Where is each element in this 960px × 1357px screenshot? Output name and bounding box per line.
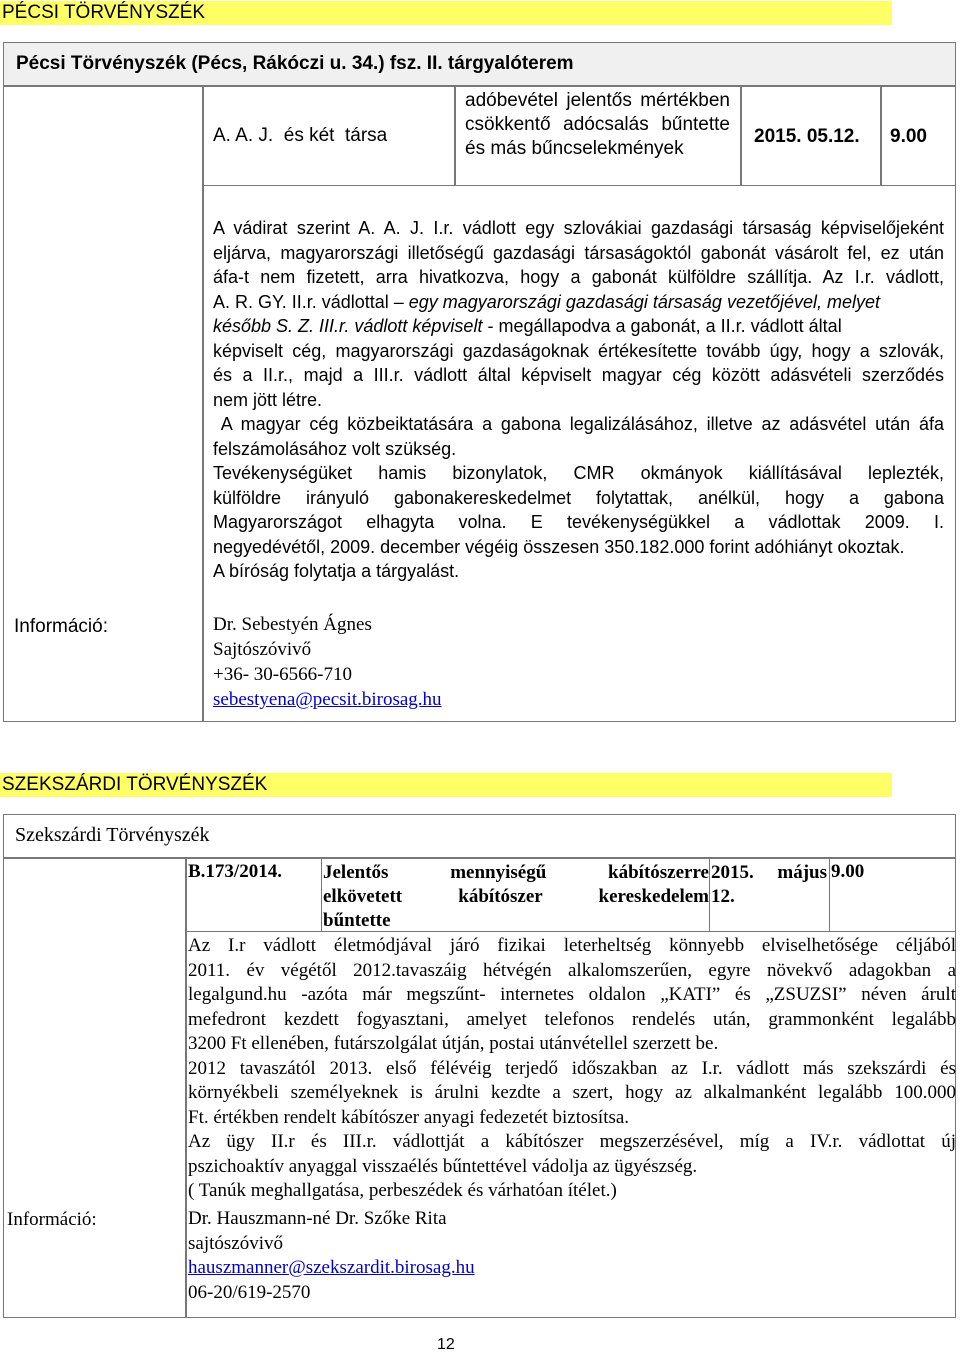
pecs-body-line: A vádirat szerint A. A. J. I.r. vádlott egy szlovákiai gazdasági társaság képviselőjeként <box>213 218 944 238</box>
szekszard-body-line: 2012 tavaszától 2013. első félévéig terjedő időszakban az I.r. vádlott más szekszárdi és <box>188 1057 956 1079</box>
pecs-body-line: A bíróság folytatja a tárgyalást. <box>213 561 460 581</box>
pecs-defendant-cell <box>203 86 455 186</box>
pecs-body-line: és a II.r., majd a III.r. vádlott által képviselt magyar cég között adásvételi szerződés <box>213 365 944 385</box>
szekszard-body-line: 3200 Ft ellenében, futárszolgálat útján, postai utánvétellel szerzett be. <box>188 1033 719 1054</box>
pecs-contact-name: Dr. Sebestyén Ágnes <box>213 614 372 635</box>
szekszard-charge-line: Jelentős mennyiségű kábítószerre <box>323 862 709 883</box>
pecs-date: 2015. 05.12. <box>754 126 860 147</box>
szekszard-charge-line: elkövetett kábítószer kereskedelem <box>323 886 709 907</box>
szekszard-col-divider <box>321 858 322 931</box>
szekszard-case-number: B.173/2014. <box>188 861 282 882</box>
szekszard-contact-role: sajtószóvivő <box>188 1232 283 1254</box>
szekszard-body-line: Ft. értékben rendelt kábítószer anyagi fedezetét biztosítsa. <box>188 1106 630 1128</box>
pecs-body-line: külföldre irányuló gabonakereskedelmet folytattak, anélkül, hogy a gabona <box>213 487 944 508</box>
pecs-contact-role: Sajtószóvivő <box>213 639 312 660</box>
pecs-time-cell <box>881 86 956 186</box>
pecs-left-column <box>3 86 203 722</box>
pecs-time: 9.00 <box>890 126 927 147</box>
szekszard-col-divider <box>829 858 830 931</box>
szekszard-body-line: pszichoaktív anyaggal visszaélés bűntettével vádolja az ügyészség. <box>188 1155 698 1177</box>
pecs-body-line: képviselt cég, magyarországi gazdaságoknak értékesítette tovább úgy, hogy a szlovák, <box>213 340 944 361</box>
szekszard-body-line: mefedront kezdett fogyasztani, amelyet telefonos rendelés után, grammonként legalább <box>188 1008 956 1030</box>
pecs-info-label: Információ: <box>14 616 108 637</box>
pecs-date-cell <box>741 86 881 186</box>
szekszard-date-line: 2015. május <box>711 862 827 883</box>
pecs-body-italic: egy magyarországi gazdasági társaság vezetőjével, melyet <box>408 291 881 312</box>
szekszard-row-divider <box>186 931 956 932</box>
pecs-body-line: eljárva, magyarországi illetőségű gazdasági társaságoktól gabonát vásárolt fel, ez után <box>213 242 944 263</box>
szekszard-contact-email-link[interactable]: hauszmanner@szekszardit.birosag.hu <box>188 1257 475 1278</box>
szekszard-body-line: Az I.r vádlott életmódjával járó fizikai leterheltség könnyebb elviselhetősége céljából <box>188 935 956 956</box>
szekszard-contact-name: Dr. Hauszmann-né Dr. Szőke Rita <box>188 1208 447 1229</box>
szekszard-date-line: 12. <box>711 886 735 907</box>
pecs-body-line: Magyarországot elhagyta volna. E tevékenységükkel a vádlottak 2009. I. <box>213 512 944 532</box>
szekszard-date <box>711 861 827 909</box>
szekszard-col-divider <box>709 858 710 931</box>
szekszard-contact <box>188 1207 475 1305</box>
szekszard-venue-row <box>3 814 956 858</box>
pecs-body-line: felszámolásához volt szükség. <box>213 438 457 459</box>
szekszard-description <box>188 934 956 1204</box>
pecs-banner: PÉCSI TÖRVÉNYSZÉK <box>0 1 892 25</box>
pecs-venue-row <box>3 42 956 86</box>
pecs-contact-email-link[interactable]: sebestyena@pecsit.birosag.hu <box>213 689 442 710</box>
szekszard-venue: Szekszárdi Törvényszék <box>15 824 210 846</box>
pecs-venue: Pécsi Törvényszék (Pécs, Rákóczi u. 34.) fsz. II. tárgyalóterem <box>16 53 574 74</box>
pecs-body-text: A. R. GY. II.r. vádlottal <box>213 291 389 312</box>
szekszard-charge <box>323 861 709 933</box>
szekszard-contact-phone: 06-20/619-2570 <box>188 1281 311 1303</box>
szekszard-body-line: 2011. év végétől 2012.tavaszáig hétvégén alkalomszerűen, egyre növekvő adagokban a <box>188 959 956 981</box>
szekszard-body-line: ( Tanúk meghallgatása, perbeszédek és várhatóan ítélet.) <box>188 1180 617 1201</box>
page-number: 12 <box>437 1336 455 1353</box>
szekszard-charge-line: bűntette <box>323 910 391 931</box>
pecs-defendant: A. A. J. és két társa <box>213 125 388 146</box>
pecs-body-line: nem jött létre. <box>213 389 323 410</box>
pecs-body-line: áfa-t nem fizetett, arra hivatkozva, hogy a gabonát külföldre szállítja. Az I.r. vádlott, <box>213 267 944 287</box>
pecs-contact <box>213 612 442 712</box>
pecs-contact-phone: +36- 30-6566-710 <box>213 664 352 685</box>
pecs-description <box>213 216 944 584</box>
pecs-body-line <box>213 314 944 339</box>
pecs-body-text: - megállapodva a gabonát, a II.r. vádlott által <box>487 316 842 336</box>
szekszard-info-label: Információ: <box>7 1209 97 1230</box>
pecs-charge-cell <box>455 86 741 186</box>
szekszard-body-line: Az ügy II.r és III.r. vádlottját a kábítószer megszerzésével, míg a IV.r. vádlottat új <box>188 1131 956 1152</box>
pecs-body-line: A. R. GY. II.r. vádlottal – egy magyarországi gazdasági társaság vezetőjével, melyet <box>213 291 881 312</box>
pecs-body-line: A magyar cég közbeiktatására a gabona legalizálásához, illetve az adásvétel után áfa <box>213 414 944 434</box>
pecs-body-line: negyedévétől, 2009. december végéig összesen 350.182.000 forint adóhiányt okoztak. <box>213 536 905 557</box>
szekszard-time: 9.00 <box>831 861 865 882</box>
szekszard-banner: SZEKSZÁRDI TÖRVÉNYSZÉK <box>0 773 892 797</box>
pecs-body-italic: később S. Z. III.r. vádlott képviselt <box>213 316 483 336</box>
szekszard-body-line: környékbeli személyeknek is árulni kezdte a szert, hogy az alkalmanként legalább 100.000 <box>188 1082 956 1103</box>
szekszard-body-line: legalgund.hu -azóta már megszűnt- internetes oldalon „KATI” és „ZSUZSI” néven árult <box>188 984 956 1005</box>
szekszard-left-column <box>3 858 186 1318</box>
pecs-body-line: Tevékenységüket hamis bizonylatok, CMR okmányok kiállításával leplezték, <box>213 463 944 483</box>
pecs-charge: adóbevétel jelentős mértékben csökkentő adócsalás bűntette és más bűncselekmények <box>465 90 730 159</box>
